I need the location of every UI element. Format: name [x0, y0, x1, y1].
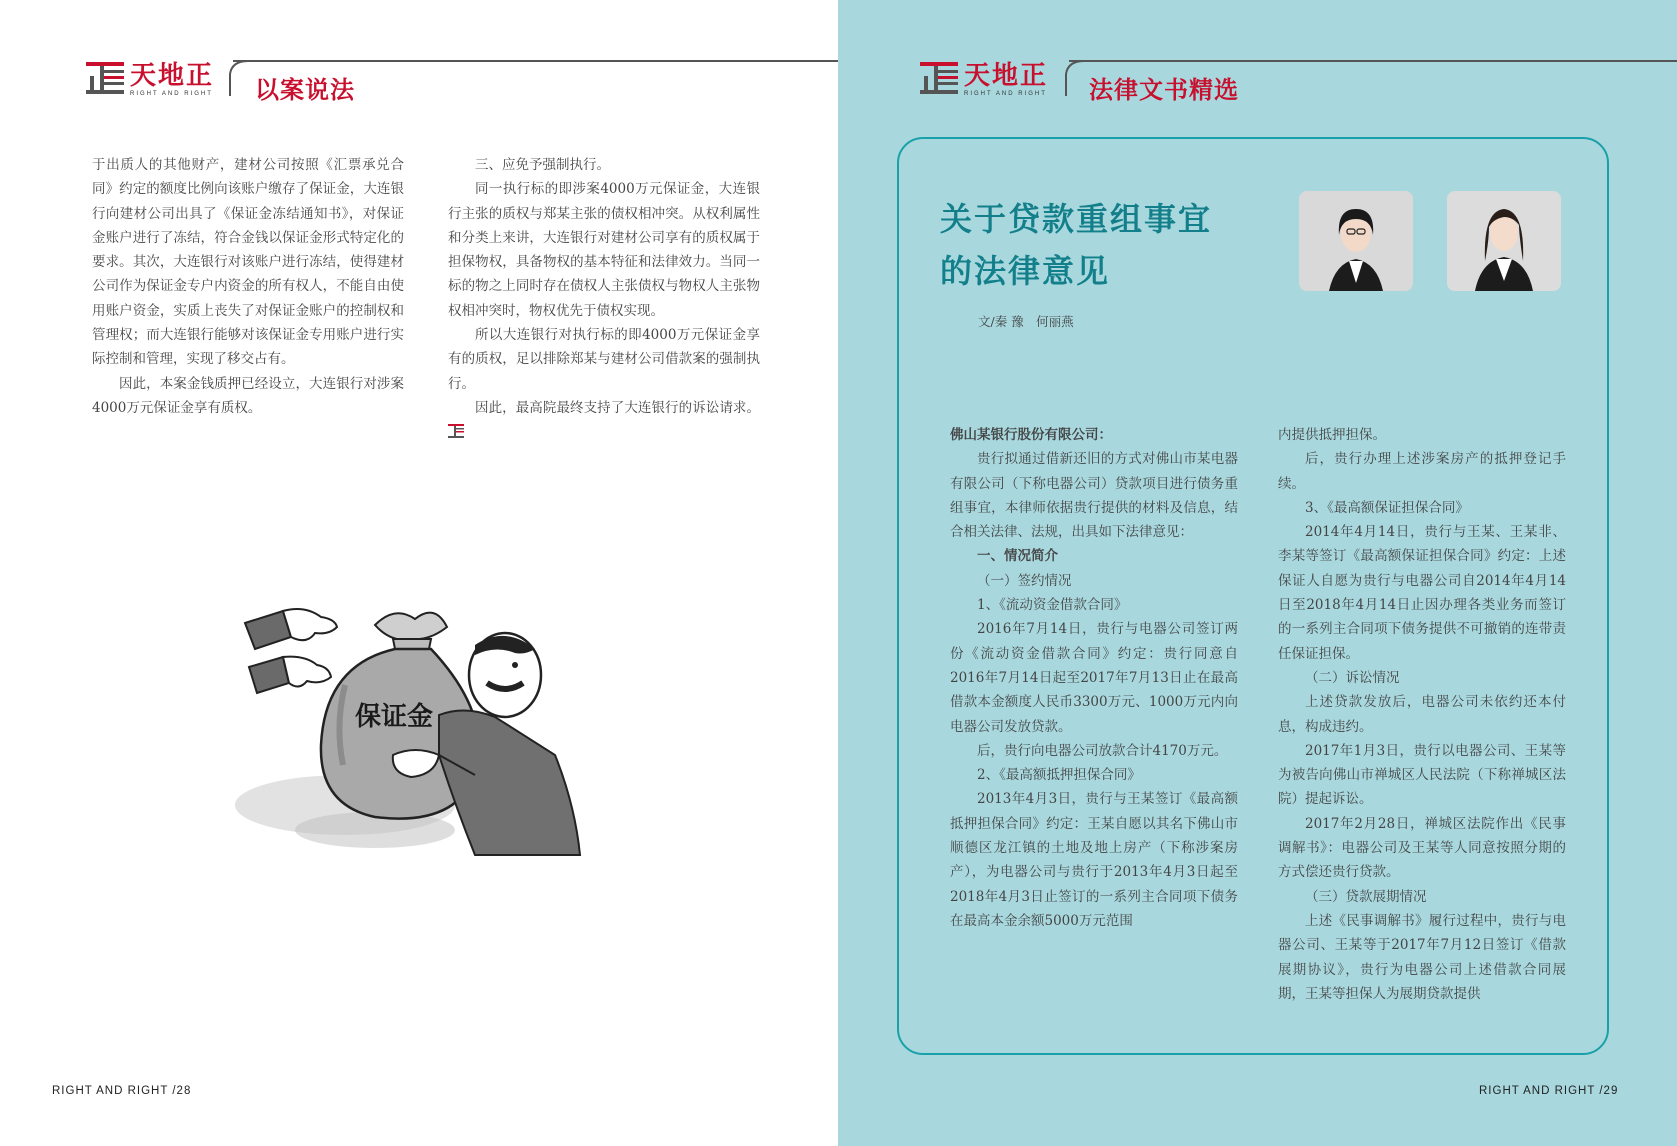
paragraph: 2016年7月14日，贵行与电器公司签订两份《流动资金借款合同》约定：贵行同意自2016年7月14日起至2017年7月13日止在最高借款本金额度人民币3300万元、1000万元内向电器公司发放贷款。: [950, 621, 1238, 735]
logo-mark-icon: [920, 62, 958, 94]
logo-text-en: RIGHT AND RIGHT: [130, 91, 213, 97]
author-photo-2: [1447, 191, 1561, 291]
brand-logo: [86, 62, 214, 98]
paragraph: 2013年4月3日，贵行与王某签订《最高额抵押担保合同》约定：王某自愿以其名下佛山市顺德区龙江镇的土地及地上房产（下称涉案房产），为电器公司与贵行于2013年4月3日起至2018年4月3日止签订的一系列主合同项下债务在最高本金余额5000万元范围: [950, 791, 1238, 929]
left-page: [0, 0, 838, 1146]
header-rule: [233, 60, 838, 62]
paragraph: 2017年1月3日，贵行以电器公司、王某等为被告向佛山市禅城区人民法院（下称禅城区法院）提起诉讼。: [1278, 742, 1566, 808]
section-title-right: 法律文书精选: [1089, 76, 1239, 104]
bag-label: 保证金: [355, 702, 434, 732]
paragraph: 佛山某银行股份有限公司：: [950, 427, 1112, 443]
author-photo-1: [1299, 191, 1413, 291]
author-portrait-icon: [1447, 191, 1561, 291]
paragraph: 后，贵行办理上述涉案房产的抵押登记手续。: [1278, 451, 1566, 492]
article-title: [940, 193, 1212, 297]
left-column-2: [448, 153, 760, 445]
page-folio-right: RIGHT AND RIGHT /29: [1479, 1085, 1619, 1097]
paragraph: 于出质人的其他财产，建材公司按照《汇票承兑合同》约定的额度比例向该账户缴存了保证金，大连银行向建材公司出具了《保证金冻结通知书》，对保证金账户进行了冻结，符合金钱以保证金形式特定化的要求。其次，大连银行对该账户进行冻结，使得建材公司作为保证金专户内资金的所有权人，不能自由使用账户资金，实质上丧失了对保证金账户的控制权和管理权；而大连银行能够对该保证金专用账户进行实际控制和管理，实现了移交占有。: [92, 157, 404, 368]
header-curve: [226, 60, 250, 96]
paragraph: 三、应免予强制执行。: [475, 157, 610, 173]
logo-text-cn: 天地正: [130, 61, 215, 91]
paragraph: 上述《民事调解书》履行过程中，贵行与电器公司、王某等于2017年7月12日签订《借款展期协议》，贵行为电器公司上述借款合同展期，王某等担保人为展期贷款提供: [1278, 912, 1566, 1002]
paragraph: 贵行拟通过借新还旧的方式对佛山市某电器有限公司（下称电器公司）贷款项目进行债务重组事宜，本律师依据贵行提供的材料及信息，结合相关法律、法规，出具如下法律意见：: [950, 451, 1238, 541]
brand-logo-right: [920, 62, 1048, 98]
reaching-hands-icon: [245, 609, 337, 693]
section-title: 以案说法: [255, 76, 355, 104]
logo-mark-icon: [86, 62, 124, 94]
end-mark-icon: [448, 424, 464, 438]
paragraph: （二）诉讼情况: [1305, 669, 1400, 686]
paragraph: （三）贷款展期情况: [1305, 888, 1427, 905]
right-column-1: [950, 423, 1238, 933]
paragraph: 上述贷款发放后，电器公司未依约还本付息，构成违约。: [1278, 694, 1566, 735]
right-column-2: [1278, 423, 1566, 1006]
paragraph: （一）签约情况: [977, 572, 1072, 589]
paragraph: 一、情况简介: [977, 548, 1058, 565]
paragraph: 3、《最高额保证担保合同》: [1305, 499, 1469, 516]
paragraph: 内提供抵押担保。: [1278, 427, 1386, 443]
paragraph: 所以大连银行对执行标的即4000万元保证金享有的质权，足以排除郑某与建材公司借款案的强制执行。: [448, 327, 760, 392]
byline: 文/秦 豫 何丽燕: [978, 314, 1074, 329]
logo-text-cn: 天地正: [964, 61, 1049, 91]
left-column-1: [92, 153, 404, 420]
paragraph: 后，贵行向电器公司放款合计4170万元。: [977, 742, 1228, 759]
article-title-line-1: 关于贷款重组事宜: [940, 200, 1213, 238]
illustration-deposit-bag: [225, 605, 625, 890]
paragraph: 2017年2月28日，禅城区法院作出《民事调解书》：电器公司及王某等人同意按照分期的方式偿还贵行贷款。: [1278, 815, 1566, 881]
logo-text-en: RIGHT AND RIGHT: [964, 91, 1047, 97]
page-folio: RIGHT AND RIGHT /28: [52, 1085, 192, 1097]
header-rule-right: [1069, 60, 1677, 62]
paragraph: 因此，本案金钱质押已经设立，大连银行对涉案4000万元保证金享有质权。: [92, 375, 404, 416]
header-curve-right: [1062, 60, 1086, 96]
paragraph: 同一执行标的即涉案4000万元保证金，大连银行主张的质权与郑某主张的债权相冲突。从权利属性和分类上来讲，大连银行对建材公司享有的质权属于担保物权，具备物权的基本特征和法律效力。当同一标的物之上同时存在债权人主张债权与物权人主张物权相冲突时，物权优先于债权实现。: [448, 181, 760, 319]
article-title-line-2: 的法律意见: [940, 252, 1111, 290]
author-portrait-icon: [1299, 191, 1413, 291]
paragraph: 1、《流动资金借款合同》: [977, 597, 1128, 614]
paragraph: 2014年4月14日，贵行与王某、王某非、李某等签订《最高额保证担保合同》约定：上述保证人自愿为贵行与电器公司自2014年4月14日至2018年4月14日止因办理各类业务而签订的一系列主合同项下债务提供不可撤销的连带责任保证担保。: [1278, 524, 1566, 662]
paragraph: 2、《最高额抵押担保合同》: [977, 767, 1141, 784]
paragraph: 因此，最高院最终支持了大连银行的诉讼请求。: [448, 396, 760, 445]
